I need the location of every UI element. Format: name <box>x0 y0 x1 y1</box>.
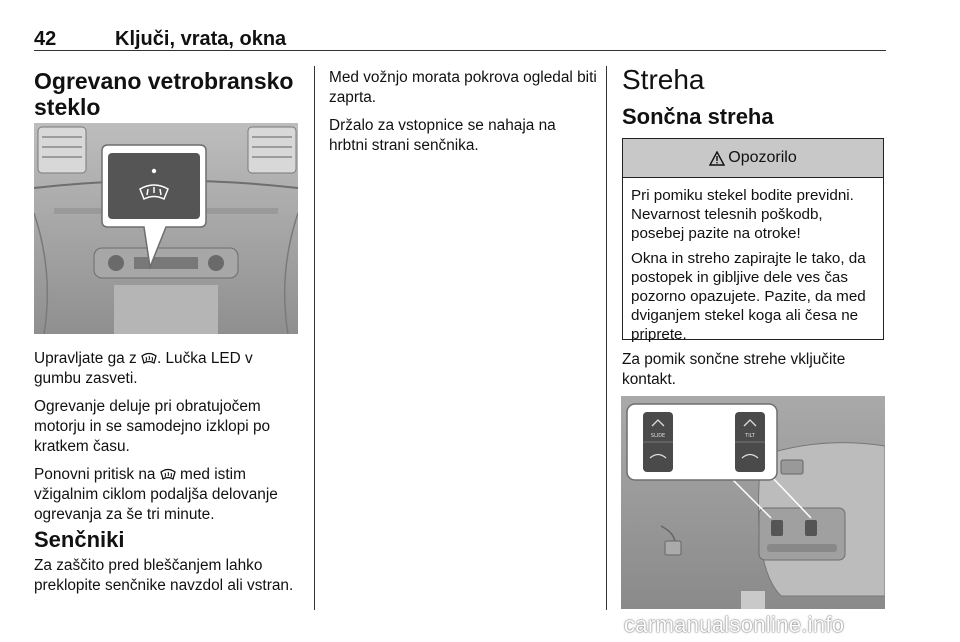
paragraph-operation: Ogrevanje deluje pri obratujočem motorju in se samodejno izklopi po kratkem času. <box>34 398 271 455</box>
heading-line-1: Ogrevano vetrobransko <box>34 68 294 94</box>
heading-line-2: steklo <box>34 94 101 120</box>
paragraph-repeat <box>34 465 304 525</box>
paragraph-control <box>34 349 304 389</box>
switch-label-slide: SLIDE <box>650 433 666 439</box>
paragraph-ignition: Za pomik sončne strehe vključite kontakt. <box>622 351 846 388</box>
text: med istim vžigalnim ciklom podaljša delovanje ogrevanja za še tri minute. <box>34 466 278 523</box>
section-heading-sunroof: Sončna streha <box>622 104 774 129</box>
text: Upravljate ga z <box>34 350 141 367</box>
section-heading-roof: Streha <box>622 64 705 95</box>
col2-body <box>329 68 597 164</box>
warning-body <box>623 178 883 344</box>
paragraph-sun-visors: Za zaščito pred bleščanjem lahko preklopite senčnike navzdol ali vstran. <box>34 557 294 594</box>
section-heading-heated-windscreen <box>34 68 314 120</box>
sunroof-switch-illustration <box>621 396 885 609</box>
windshield-defrost-icon <box>141 351 157 365</box>
header-rule <box>34 50 886 51</box>
column-divider-2 <box>606 66 607 610</box>
warning-title: Opozorilo <box>728 149 797 166</box>
windshield-defrost-icon <box>160 467 176 481</box>
dashboard-defrost-illustration <box>34 123 298 334</box>
paragraph-mirror-covers: Med vožnjo morata pokrova ogledal biti zaprta. <box>329 69 597 106</box>
page-number: 42 <box>34 28 57 50</box>
watermark: carmanualsonline.info <box>624 612 845 637</box>
column-divider-1 <box>314 66 315 610</box>
warning-box <box>622 138 884 343</box>
warning-paragraph-1: Pri pomiku stekel bodite previdni. Nevarnost telesnih poškodb, posebej pazite na otroke! <box>631 187 854 242</box>
col1-body <box>34 349 304 533</box>
warning-header <box>623 139 883 178</box>
section-heading-sun-visors: Senčniki <box>34 527 125 552</box>
paragraph-ticket-holder: Držalo za vstopnice se nahaja na hrbtni strani senčnika. <box>329 117 556 154</box>
switch-label-tilt: TILT <box>745 433 755 439</box>
text: Ponovni pritisk na <box>34 466 160 483</box>
chapter-title: Ključi, vrata, okna <box>115 28 287 50</box>
text: . Lučka LED v gumbu zasveti. <box>34 350 253 387</box>
warning-paragraph-2: Okna in streho zapirajte le tako, da postopek in gibljive dele ves čas pozorno opazujete. Pazite, da med dviganjem stekel koga ali česa ne priprete. <box>631 250 866 343</box>
warning-triangle-icon <box>709 151 725 166</box>
